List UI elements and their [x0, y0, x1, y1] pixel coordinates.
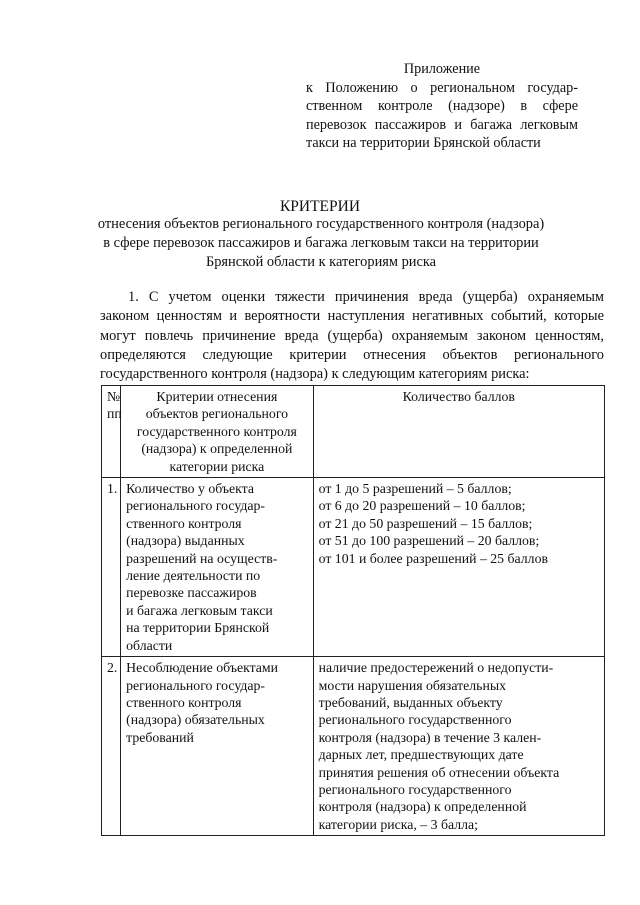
annex-line: такси на территории Брянской области: [306, 135, 541, 152]
header-criteria: Критерии отнесения объектов регионального государственного контроля (надзора) к определенной категории риска: [121, 386, 313, 478]
row-num: 1.: [102, 478, 121, 657]
paragraph-line: государственного контроля (надзора) к следующим категориям риска:: [100, 366, 530, 383]
subtitle-line: Брянской области к категориям риска: [205, 254, 437, 270]
table-header-row: [102, 386, 605, 478]
header-points: Количество баллов: [313, 386, 604, 478]
table-row: [102, 657, 605, 836]
row-criteria: Несоблюдение объектами регионального государ- ственного контроля (надзора) обязательных требований: [121, 657, 313, 836]
annex-block: [306, 60, 578, 153]
criteria-table: [101, 385, 605, 836]
document-subtitle: [96, 215, 546, 272]
row-criteria: Количество у объекта регионального государ- ственного контроля (надзора) выданных разрешений на осуществ- ление деятельности по перевозке пассажиров и багажа легковым такси на территории Брянской области: [121, 478, 313, 657]
subtitle-line: в сфере перевозок пассажиров и багажа легковым такси на территории: [103, 235, 539, 251]
paragraph-line: определяются следующие критерии отнесения объектов регионального: [100, 346, 604, 363]
annex-line: перевозок пассажиров и багажа легковым: [306, 116, 578, 133]
annex-title: Приложение: [403, 61, 481, 77]
header-num: № пп: [102, 386, 121, 478]
table-row: [102, 478, 605, 657]
subtitle-line: отнесения объектов регионального государственного контроля (надзора): [97, 216, 545, 232]
annex-line: к Положению о региональном государ-: [306, 79, 578, 96]
paragraph-line: могут повлечь причинение вреда (ущерба) охраняемым законом ценностям,: [100, 327, 604, 344]
paragraph-line: законом ценностям и вероятности наступления негативных событий, которые: [100, 308, 604, 325]
annex-line: ственном контроле (надзоре) в сфере: [306, 98, 578, 115]
row-num: 2.: [102, 657, 121, 836]
row-points: от 1 до 5 разрешений – 5 баллов; от 6 до 20 разрешений – 10 баллов; от 21 до 50 разрешений – 15 баллов; от 51 до 100 разрешений – 20 баллов; от 101 и более разрешений – 25 баллов: [313, 478, 604, 657]
paragraph-line: 1. С учетом оценки тяжести причинения вреда (ущерба) охраняемым: [128, 289, 604, 305]
intro-paragraph: [100, 288, 604, 384]
document-title: КРИТЕРИИ: [279, 198, 361, 215]
row-points: наличие предостережений о недопусти- мости нарушения обязательных требований, выданных объекту регионального государственного контроля (надзора) в течение 3 кален- дарных лет, предшествующих дате принятия решения об отнесении объекта регионального государственного контроля (надзора) к определенной категории риска, – 3 балла;: [313, 657, 604, 836]
